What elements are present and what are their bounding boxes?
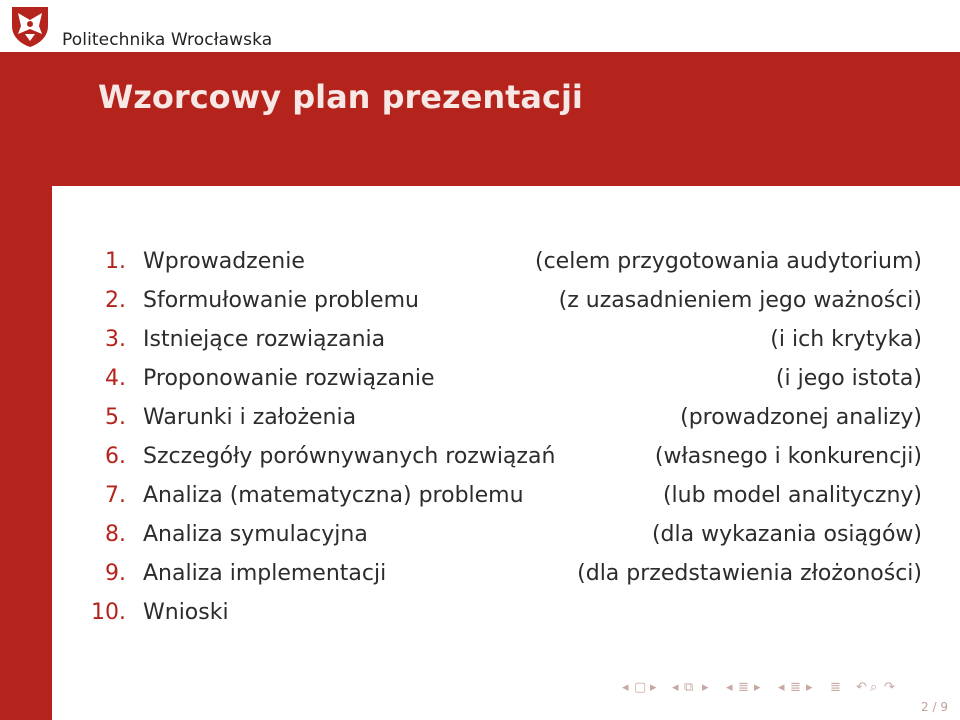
- presentation-plan-list: [52, 249, 922, 639]
- item-note: (prowadzonej analizy): [680, 405, 922, 430]
- list-item: [52, 600, 922, 639]
- nav-next-frame-icon[interactable]: ▸: [650, 680, 657, 695]
- list-item: [52, 249, 922, 288]
- item-note: (z uzasadnieniem jego ważności): [558, 288, 922, 313]
- item-note: (lub model analityczny): [662, 483, 922, 508]
- nav-search-icon[interactable]: ⌕: [870, 680, 878, 695]
- nav-next-section-icon[interactable]: ▸: [754, 680, 761, 695]
- item-label: Szczegóły porównywanych rozwiązań: [143, 444, 556, 469]
- item-note: (i ich krytyka): [770, 327, 922, 352]
- item-number: 5.: [105, 405, 126, 430]
- item-number: 7.: [105, 483, 126, 508]
- nav-next-subsection-icon[interactable]: ▸: [702, 680, 709, 695]
- title-banner: [52, 52, 960, 186]
- list-item: [52, 444, 922, 483]
- header: [0, 0, 960, 52]
- list-item: [52, 483, 922, 522]
- item-note: (i jego istota): [775, 366, 922, 391]
- item-note: (własnego i konkurencji): [654, 444, 922, 469]
- item-label: Analiza (matematyczna) problemu: [143, 483, 524, 508]
- slide-title: Wzorcowy plan prezentacji: [98, 78, 583, 116]
- item-label: Warunki i założenia: [143, 405, 357, 430]
- list-item: [52, 522, 922, 561]
- item-note: (dla wykazania osiągów): [651, 522, 922, 547]
- item-number: 3.: [105, 327, 126, 352]
- item-label: Wprowadzenie: [143, 249, 305, 274]
- nav-back-icon[interactable]: ↶: [856, 680, 867, 695]
- nav-forward-icon[interactable]: ↷: [884, 680, 895, 695]
- item-label: Analiza implementacji: [143, 561, 387, 586]
- nav-prev-frame-icon[interactable]: ◂: [622, 680, 629, 695]
- nav-section-icon[interactable]: ≣: [738, 680, 749, 695]
- item-label: Proponowanie rozwiązanie: [143, 366, 435, 391]
- item-number: 8.: [105, 522, 126, 547]
- item-number: 6.: [105, 444, 126, 469]
- list-item: [52, 327, 922, 366]
- item-number: 2.: [105, 288, 126, 313]
- list-item: [52, 405, 922, 444]
- nav-frame-icon[interactable]: ▢: [634, 680, 647, 695]
- item-note: (celem przygotowania audytorium): [535, 249, 922, 274]
- nav-subsection-icon[interactable]: ⧉: [684, 680, 694, 695]
- list-item: [52, 288, 922, 327]
- nav-document-icon[interactable]: ≣: [830, 680, 841, 695]
- item-label: Istniejące rozwiązania: [143, 327, 386, 352]
- item-label: Analiza symulacyjna: [143, 522, 368, 547]
- list-item: [52, 561, 922, 600]
- item-label: Wnioski: [143, 600, 229, 625]
- nav-part-icon[interactable]: ≣: [790, 680, 801, 695]
- university-name: Politechnika Wrocławska: [62, 30, 273, 50]
- item-number: 4.: [105, 366, 126, 391]
- nav-prev-section-icon[interactable]: ◂: [726, 680, 733, 695]
- item-number: 1.: [105, 249, 126, 274]
- university-crest-icon: [8, 4, 52, 48]
- item-number: 10.: [91, 600, 126, 625]
- left-accent-bar: [0, 52, 52, 720]
- nav-next-part-icon[interactable]: ▸: [806, 680, 813, 695]
- beamer-navigation: [620, 680, 950, 700]
- nav-prev-part-icon[interactable]: ◂: [778, 680, 785, 695]
- item-note: (dla przedstawienia złożoności): [577, 561, 922, 586]
- page-number: 2 / 9: [921, 700, 948, 714]
- item-label: Sformułowanie problemu: [143, 288, 419, 313]
- item-number: 9.: [105, 561, 126, 586]
- nav-prev-subsection-icon[interactable]: ◂: [672, 680, 679, 695]
- list-item: [52, 366, 922, 405]
